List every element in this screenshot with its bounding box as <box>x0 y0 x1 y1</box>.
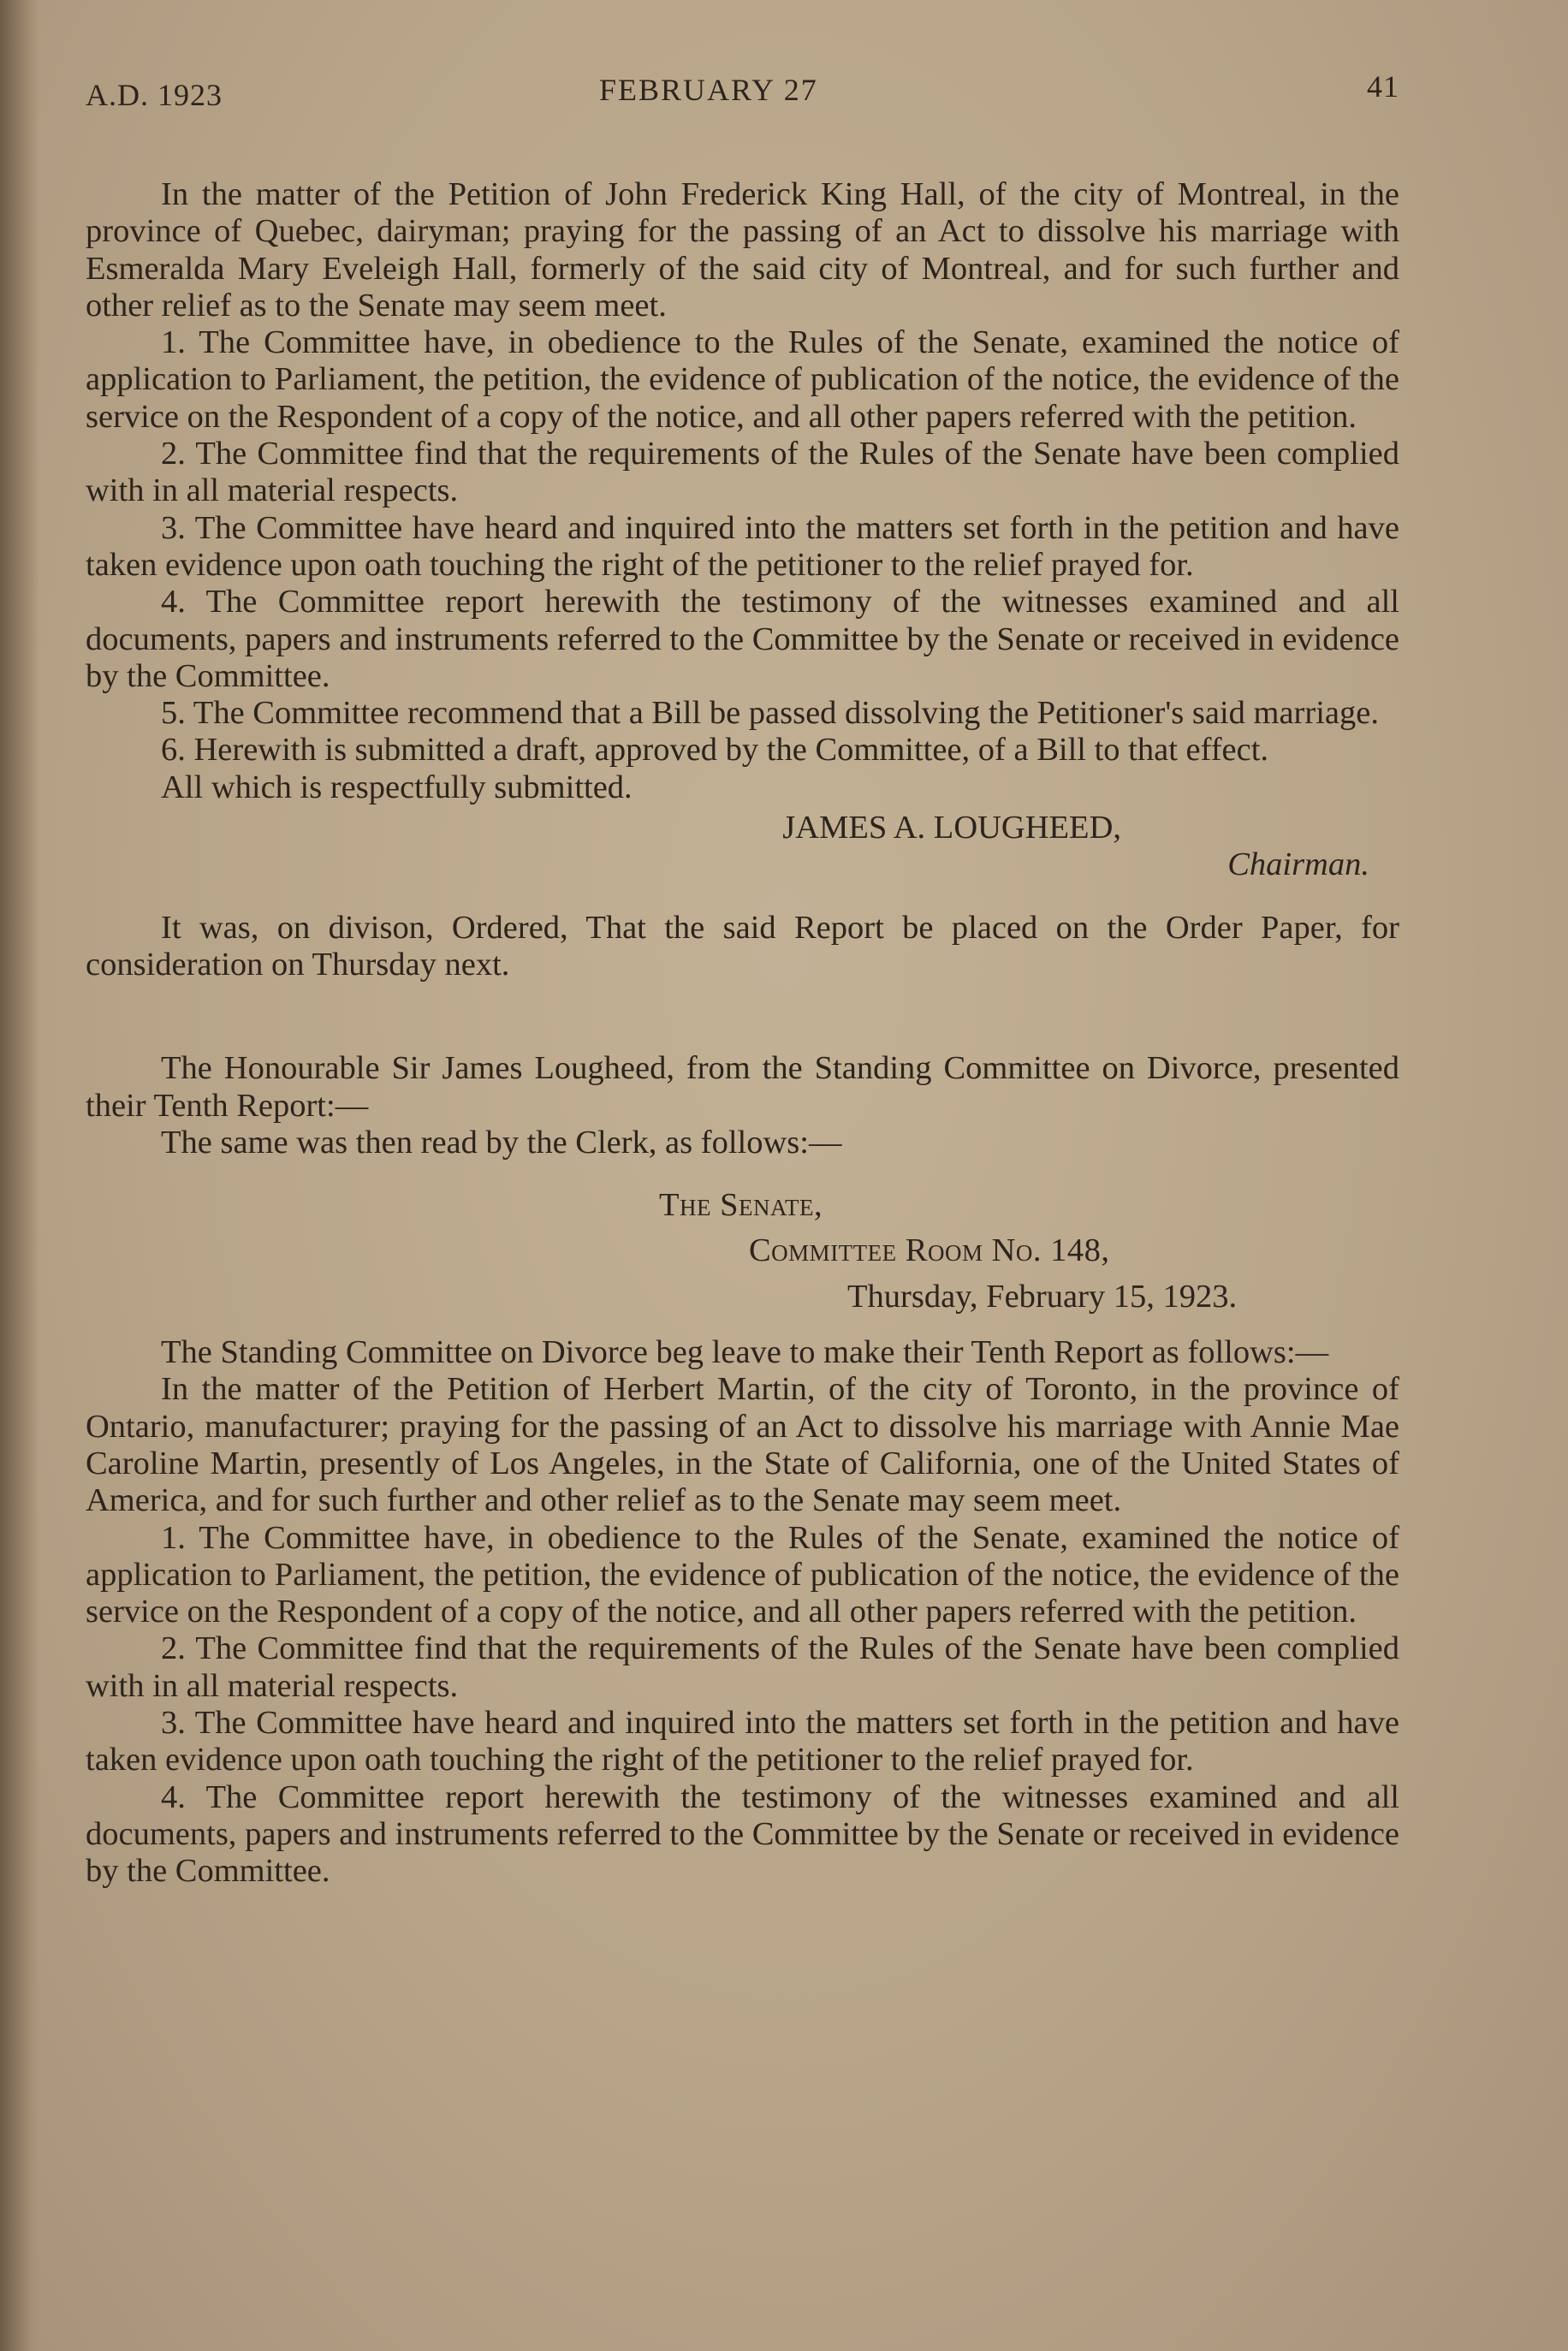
heading-senate: The Senate, <box>659 1187 823 1224</box>
report-item: 4. The Committee report herewith the testimony of the witnesses examined and all documents, papers and instruments referred to the Committee by the Senate or received in evidence by the Committee. <box>86 1778 1399 1890</box>
presentation-paragraph: The Honourable Sir James Lougheed, from the Standing Committee on Divorce, presented their Tenth Report:— <box>86 1050 1399 1124</box>
page-binding-edge <box>0 0 39 2351</box>
report-item: 3. The Committee have heard and inquired into the matters set forth in the petition and have taken evidence upon oath touching the right of the petitioner to the relief prayed for. <box>86 509 1399 583</box>
report-section-2 <box>86 1050 1399 1890</box>
petition-paragraph: In the matter of the Petition of Herbert Martin, of the city of Toronto, in the province of Ontario, manufacturer; praying for the passing of an Act to dissolve his marriage with Annie Mae Caroline Martin, presently of Los Angeles, in the State of California, one of the United States of America, and for such further and other relief as to the Senate may seem meet. <box>86 1371 1399 1519</box>
petition-paragraph: In the matter of the Petition of John Frederick King Hall, of the city of Montreal, in the province of Quebec, dairyman; praying for the passing of an Act to dissolve his marriage with Esmeralda Mary Eveleigh Hall, formerly of the said city of Montreal, and for such further and other relief as to the Senate may seem meet. <box>86 176 1399 324</box>
running-header <box>86 67 1399 115</box>
report-item: 2. The Committee find that the requirements of the Rules of the Senate have been complied with in all material respects. <box>86 1630 1399 1704</box>
heading-committee-room-text: Committee Room No. 148, <box>749 1232 1110 1269</box>
order-paragraph: It was, on divison, Ordered, That the said Report be placed on the Order Paper, for consideration on Thursday next. <box>86 909 1399 983</box>
report-section-1 <box>86 176 1399 983</box>
header-date: FEBRUARY 27 <box>599 73 818 107</box>
report-intro: The Standing Committee on Divorce beg leave to make their Tenth Report as follows:— <box>161 1334 1329 1371</box>
signatory-title: Chairman. <box>1227 846 1369 883</box>
report-item: 4. The Committee report herewith the testimony of the witnesses examined and all documents, papers and instruments referred to the Committee by the Senate or received in evidence by the Committee. <box>86 584 1399 694</box>
report-item: 1. The Committee have, in obedience to the Rules of the Senate, examined the notice of application to Parliament, the petition, the evidence of publication of the notice, the evidence of the service on the Respondent of a copy of the notice, and all other papers referred with the petition. <box>86 1519 1399 1630</box>
signatory-name: JAMES A. LOUGHEED, <box>782 810 1121 846</box>
header-year: A.D. 1923 <box>86 78 223 112</box>
page-content <box>86 67 1399 1890</box>
read-paragraph: The same was then read by the Clerk, as follows:— <box>161 1124 842 1161</box>
heading-committee-room <box>86 1232 1399 1269</box>
report-item: 6. Herewith is submitted a draft, approved by the Committee, of a Bill to that effect. <box>161 732 1269 769</box>
report-item: 1. The Committee have, in obedience to the Rules of the Senate, examined the notice of application to Parliament, the petition, the evidence of publication of the notice, the evidence of the service on the Respondent of a copy of the notice, and all other papers referred with the petition. <box>86 324 1399 435</box>
report-item: 5. The Committee recommend that a Bill be passed dissolving the Petitioner's said marriage. <box>161 695 1379 732</box>
report-item: 3. The Committee have heard and inquired into the matters set forth in the petition and have taken evidence upon oath touching the right of the petitioner to the relief prayed for. <box>86 1704 1399 1778</box>
heading-date: Thursday, February 15, 1923. <box>847 1278 1238 1315</box>
closing-line: All which is respectfully submitted. <box>161 769 633 805</box>
page-number: 41 <box>1367 69 1399 104</box>
report-item: 2. The Committee find that the requirements of the Rules of the Senate have been complied with in all material respects. <box>86 436 1399 509</box>
